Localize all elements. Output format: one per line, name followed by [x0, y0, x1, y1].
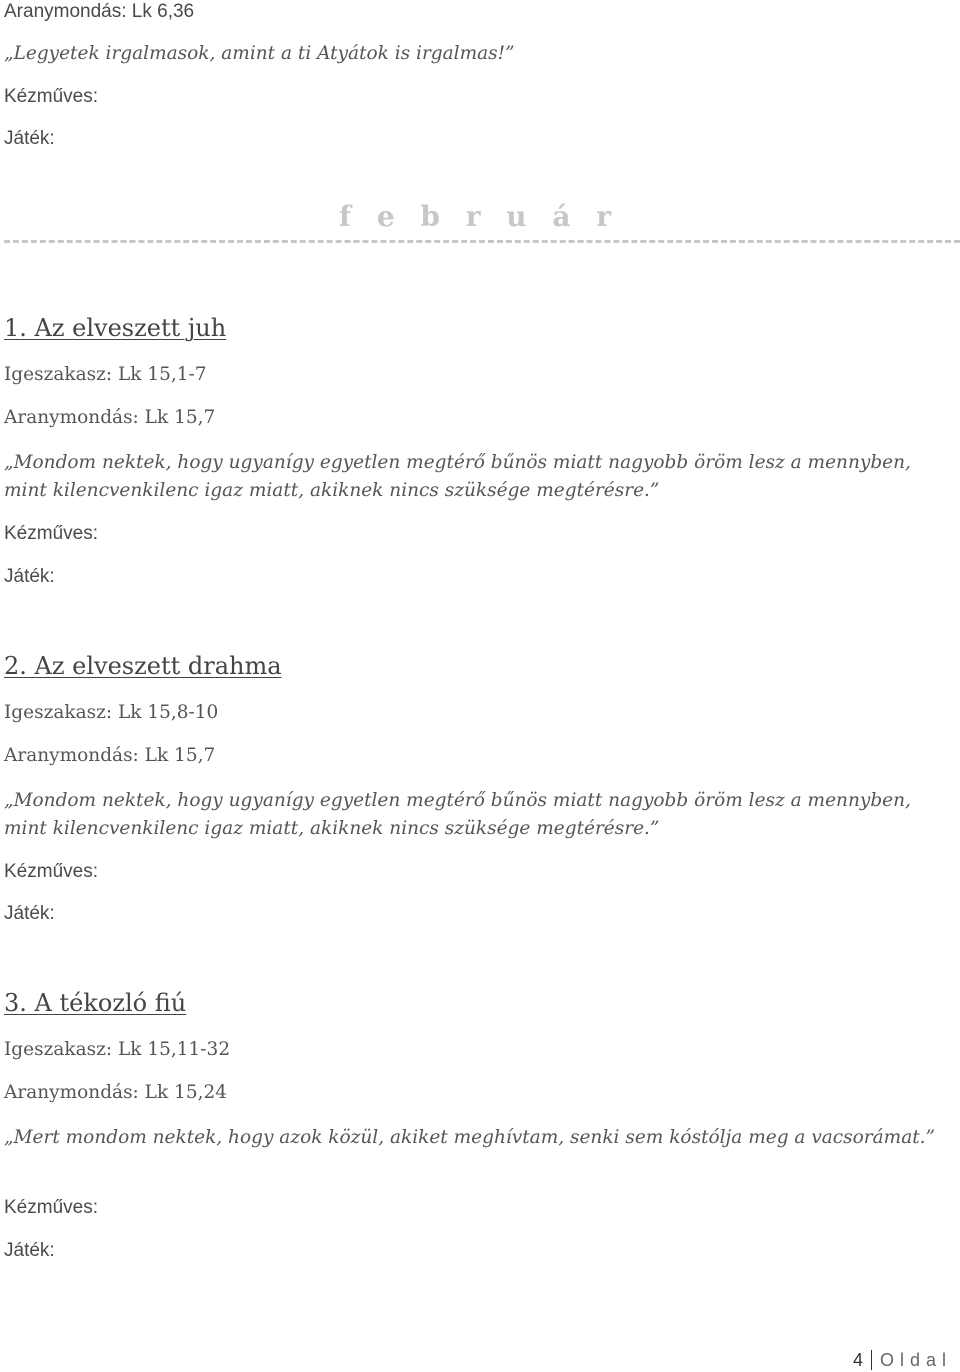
- game-label: Játék:: [4, 903, 55, 924]
- crafts-label: Kézműves:: [4, 86, 98, 107]
- game-label: Játék:: [4, 1240, 55, 1261]
- golden-verse-quote: „Mondom nektek, hogy ugyanígy egyetlen megtérő bűnös miatt nagyobb öröm lesz a mennyben, mint kilencvenkilenc igaz miatt, akiknek nincs szüksége megtérésre.”: [4, 790, 911, 839]
- scripture-passage: Igeszakasz: Lk 15,11-32: [4, 1039, 231, 1060]
- golden-verse-reference: Aranymondás: Lk 15,7: [4, 745, 216, 766]
- dashed-divider: [4, 240, 960, 243]
- section-title: 3. A tékozló fiú: [4, 989, 187, 1017]
- golden-verse-quote: „Legyetek irgalmasok, amint a ti Atyátok is irgalmas!”: [4, 43, 515, 64]
- game-label: Játék:: [4, 566, 55, 587]
- game-label: Játék:: [4, 128, 55, 149]
- golden-verse-reference: Aranymondás: Lk 15,7: [4, 407, 216, 428]
- golden-verse-reference: Aranymondás: Lk 6,36: [4, 1, 195, 22]
- page-number: 4: [852, 1350, 863, 1370]
- month-heading: f e b r u á r: [339, 200, 619, 233]
- golden-verse-quote: „Mert mondom nektek, hogy azok közül, akiket meghívtam, senki sem kóstólja meg a vacsorámat.”: [4, 1127, 936, 1148]
- golden-verse-quote: „Mondom nektek, hogy ugyanígy egyetlen megtérő bűnös miatt nagyobb öröm lesz a mennyben, mint kilencvenkilenc igaz miatt, akiknek nincs szüksége megtérésre.”: [4, 452, 911, 501]
- scripture-passage: Igeszakasz: Lk 15,8-10: [4, 702, 219, 723]
- section-title: 2. Az elveszett drahma: [4, 652, 282, 680]
- crafts-label: Kézműves:: [4, 861, 98, 882]
- crafts-label: Kézműves:: [4, 523, 98, 544]
- scripture-passage: Igeszakasz: Lk 15,1-7: [4, 364, 207, 385]
- section-title: 1. Az elveszett juh: [4, 314, 227, 342]
- footer-separator: [871, 1350, 872, 1370]
- page-word: Oldal: [879, 1350, 952, 1370]
- page-footer: [853, 1350, 952, 1371]
- golden-verse-reference: Aranymondás: Lk 15,24: [4, 1082, 228, 1103]
- crafts-label: Kézműves:: [4, 1197, 98, 1218]
